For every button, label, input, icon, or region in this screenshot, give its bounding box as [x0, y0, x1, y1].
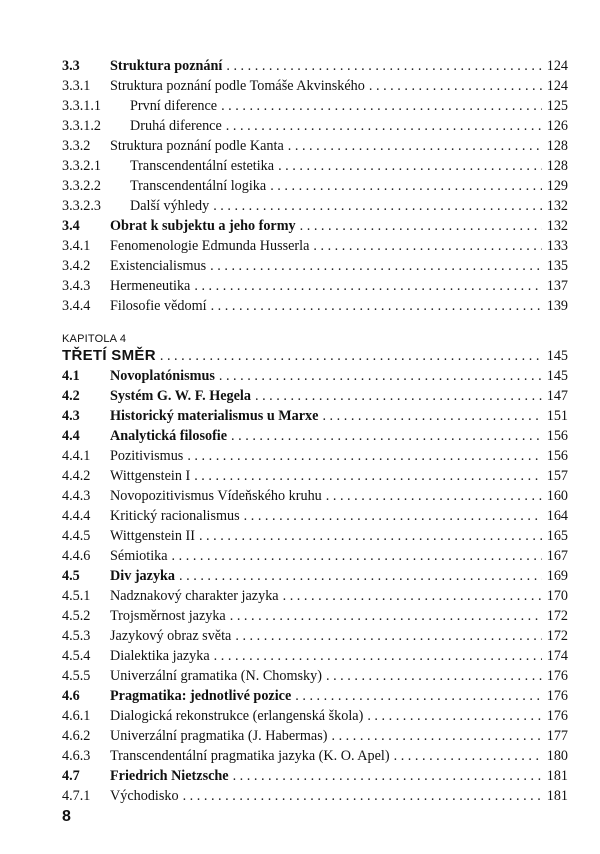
toc-entry-page: 137	[546, 278, 568, 294]
leader-dots	[331, 726, 542, 746]
toc-entry-title: Friedrich Nietzsche	[110, 768, 229, 784]
toc-entry-page: 133	[546, 238, 568, 254]
leader-dots	[214, 646, 542, 666]
leader-dots	[187, 446, 542, 466]
toc-entry[interactable]	[62, 406, 568, 426]
toc-entry[interactable]	[62, 196, 568, 216]
toc-entry-page: 174	[546, 648, 568, 664]
toc-entry-page: 181	[546, 788, 568, 804]
toc-entry-title: Východisko	[110, 788, 179, 804]
toc-entry-number: 4.4	[62, 428, 80, 444]
toc-entry-number: 4.5.2	[62, 608, 91, 624]
toc-entry-number: 4.7.1	[62, 788, 91, 804]
toc-entry[interactable]	[62, 176, 568, 196]
toc-entry[interactable]	[62, 546, 568, 566]
toc-entry-title: Struktura poznání podle Kanta	[110, 138, 284, 154]
toc-entry-page: 177	[546, 728, 568, 744]
toc-entry-page: 128	[546, 158, 568, 174]
toc-entry-page: 128	[546, 138, 568, 154]
leader-dots	[199, 526, 542, 546]
toc-entry[interactable]	[62, 566, 568, 586]
leader-dots	[194, 276, 542, 296]
toc-entry-title: Systém G. W. F. Hegela	[110, 388, 251, 404]
toc-entry-page: 176	[546, 688, 568, 704]
toc-entry-title: Dialektika jazyka	[110, 648, 210, 664]
toc-entry-title: Transcendentální estetika	[130, 158, 275, 174]
toc-entry-page: 124	[546, 58, 568, 74]
toc-entry-title: Wittgenstein II	[110, 528, 195, 544]
chapter-page: 145	[546, 348, 568, 364]
toc-entry-number: 4.2	[62, 388, 80, 404]
toc-entry[interactable]	[62, 386, 568, 406]
toc-entry-page: 165	[546, 528, 568, 544]
toc-entry[interactable]	[62, 446, 568, 466]
toc-entry-title: Univerzální gramatika (N. Chomsky)	[110, 668, 322, 684]
toc-entry[interactable]	[62, 236, 568, 256]
toc-entry-number: 3.3.2.1	[62, 158, 102, 174]
toc-entry-page: 125	[546, 98, 568, 114]
toc-entry-title: Nadznakový charakter jazyka	[110, 588, 279, 604]
toc-entry-page: 176	[546, 708, 568, 724]
toc-entry-page: 151	[546, 408, 568, 424]
page-number: 8	[62, 808, 71, 825]
toc-entry-page: 129	[546, 178, 568, 194]
toc-entry-number: 4.6	[62, 688, 80, 704]
table-of-contents	[62, 56, 568, 806]
toc-entry-page: 180	[546, 748, 568, 764]
toc-entry-title: Trojsměrnost jazyka	[110, 608, 226, 624]
toc-entry-number: 3.4	[62, 218, 80, 234]
leader-dots	[230, 606, 542, 626]
toc-entry-title: Transcendentální logika	[130, 178, 267, 194]
toc-entry-number: 4.6.3	[62, 748, 91, 764]
toc-entry-page: 160	[546, 488, 568, 504]
toc-entry[interactable]	[62, 686, 568, 706]
leader-dots	[367, 706, 542, 726]
toc-entry-number: 4.4.5	[62, 528, 91, 544]
toc-entry-title: Filosofie vědomí	[110, 298, 207, 314]
toc-entry-page: 170	[546, 588, 568, 604]
toc-entry-page: 135	[546, 258, 568, 274]
chapter-title: TŘETÍ SMĚR	[62, 347, 156, 364]
leader-dots	[213, 196, 542, 216]
toc-entry-title: Obrat k subjektu a jeho formy	[110, 218, 296, 234]
toc-entry[interactable]	[62, 606, 568, 626]
toc-entry-page: 169	[546, 568, 568, 584]
toc-entry-number: 4.7	[62, 768, 80, 784]
toc-entry-number: 3.3.2.3	[62, 198, 102, 214]
toc-entry-number: 3.4.4	[62, 298, 91, 314]
toc-entry-title: Struktura poznání	[110, 58, 223, 74]
toc-entry-number: 4.6.2	[62, 728, 91, 744]
toc-entry[interactable]	[62, 626, 568, 646]
toc-entry-page: 172	[546, 608, 568, 624]
toc-entry-number: 4.5.4	[62, 648, 91, 664]
leader-dots	[326, 486, 542, 506]
leader-dots	[172, 546, 542, 566]
toc-entry[interactable]	[62, 366, 568, 386]
toc-entry-title: Druhá diference	[130, 118, 222, 134]
toc-entry-title: Wittgenstein I	[110, 468, 191, 484]
toc-entry-number: 3.4.1	[62, 238, 91, 254]
leader-dots	[322, 406, 542, 426]
toc-entry-number: 3.3.2.2	[62, 178, 102, 194]
leader-dots	[369, 76, 542, 96]
leader-dots	[326, 666, 542, 686]
leader-dots	[221, 96, 542, 116]
toc-entry-title: Transcendentální pragmatika jazyka (K. O. Apel)	[110, 748, 390, 764]
toc-entry-number: 3.4.3	[62, 278, 91, 294]
leader-dots	[179, 566, 542, 586]
toc-entry-title: Existencialismus	[110, 258, 207, 274]
toc-entry-number: 4.1	[62, 368, 80, 384]
leader-dots	[295, 686, 542, 706]
leader-dots	[244, 506, 542, 526]
toc-entry[interactable]	[62, 466, 568, 486]
toc-entry-title: Jazykový obraz světa	[110, 628, 232, 644]
toc-entry[interactable]	[62, 216, 568, 236]
toc-entry-page: 132	[546, 218, 568, 234]
toc-entry-number: 4.4.1	[62, 448, 91, 464]
toc-entry-number: 4.4.3	[62, 488, 91, 504]
toc-entry-page: 156	[546, 448, 568, 464]
leader-dots	[288, 136, 542, 156]
toc-entry-number: 3.3.1	[62, 78, 91, 94]
toc-entry-page: 164	[546, 508, 568, 524]
toc-entry-page: 156	[546, 428, 568, 444]
toc-entry-number: 4.3	[62, 408, 80, 424]
toc-entry[interactable]	[62, 526, 568, 546]
toc-entry-number: 4.6.1	[62, 708, 91, 724]
toc-entry-number: 4.4.4	[62, 508, 91, 524]
toc-entry-title: Pozitivismus	[110, 448, 184, 464]
toc-entry-page: 157	[546, 468, 568, 484]
toc-entry-number: 3.3	[62, 58, 80, 74]
toc-entry-title: Struktura poznání podle Tomáše Akvinského	[110, 78, 365, 94]
leader-dots	[313, 236, 542, 256]
toc-entry[interactable]	[62, 96, 568, 116]
leader-dots	[226, 56, 542, 76]
toc-entry-number: 4.5.3	[62, 628, 91, 644]
toc-entry-title: Novopozitivismus Vídeňského kruhu	[110, 488, 322, 504]
toc-entry[interactable]	[62, 646, 568, 666]
leader-dots	[278, 156, 542, 176]
toc-entry-title: Novoplatónismus	[110, 368, 215, 384]
leader-dots	[226, 116, 542, 136]
toc-entry-title: Historický materialismus u Marxe	[110, 408, 319, 424]
toc-entry[interactable]	[62, 666, 568, 686]
toc-entry[interactable]	[62, 486, 568, 506]
toc-entry-page: 167	[546, 548, 568, 564]
toc-entry-title: Dialogická rekonstrukce (erlangenská škola)	[110, 708, 364, 724]
toc-entry-number: 3.3.1.1	[62, 98, 102, 114]
toc-entry-page: 124	[546, 78, 568, 94]
toc-entry-title: Analytická filosofie	[110, 428, 228, 444]
toc-entry-number: 3.4.2	[62, 258, 91, 274]
toc-entry-title: Univerzální pragmatika (J. Habermas)	[110, 728, 328, 744]
toc-entry[interactable]	[62, 136, 568, 156]
toc-entry-page: 139	[546, 298, 568, 314]
toc-entry-number: 3.3.1.2	[62, 118, 102, 134]
toc-entry-page: 147	[546, 388, 568, 404]
toc-entry[interactable]	[62, 766, 568, 786]
leader-dots	[233, 766, 542, 786]
toc-entry[interactable]	[62, 746, 568, 766]
toc-section-chapter-3	[62, 56, 568, 316]
toc-entry[interactable]	[62, 276, 568, 296]
toc-entry-title: Další výhledy	[130, 198, 210, 214]
toc-entry[interactable]	[62, 426, 568, 446]
toc-entry[interactable]	[62, 56, 568, 76]
toc-entry-title: Div jazyka	[110, 568, 176, 584]
leader-dots	[300, 216, 542, 236]
toc-entry-page: 145	[546, 368, 568, 384]
leader-dots	[255, 386, 542, 406]
toc-entry[interactable]	[62, 706, 568, 726]
leader-dots	[160, 346, 542, 366]
toc-entry-number: 4.5.1	[62, 588, 91, 604]
toc-entry-page: 132	[546, 198, 568, 214]
toc-entry[interactable]	[62, 786, 568, 806]
chapter-heading[interactable]	[62, 346, 568, 366]
leader-dots	[283, 586, 542, 606]
toc-entry-page: 176	[546, 668, 568, 684]
toc-entry-title: Hermeneutika	[110, 278, 191, 294]
toc-entry-title: Kritický racionalismus	[110, 508, 240, 524]
toc-entry[interactable]	[62, 116, 568, 136]
toc-entry-page: 172	[546, 628, 568, 644]
toc-entry-title: Fenomenologie Edmunda Husserla	[110, 238, 310, 254]
toc-entry[interactable]	[62, 506, 568, 526]
toc-entry-title: První diference	[130, 98, 218, 114]
leader-dots	[235, 626, 542, 646]
leader-dots	[210, 256, 542, 276]
toc-entry-number: 4.5	[62, 568, 80, 584]
toc-entry-page: 181	[546, 768, 568, 784]
toc-entry-number: 4.5.5	[62, 668, 91, 684]
toc-entry[interactable]	[62, 726, 568, 746]
toc-entry-title: Pragmatika: jednotlivé pozice	[110, 688, 292, 704]
leader-dots	[219, 366, 542, 386]
leader-dots	[183, 786, 542, 806]
toc-entry-title: Sémiotika	[110, 548, 168, 564]
toc-entry-page: 126	[546, 118, 568, 134]
toc-entry[interactable]	[62, 156, 568, 176]
chapter-label: KAPITOLA 4	[62, 333, 127, 345]
leader-dots	[231, 426, 542, 446]
leader-dots	[211, 296, 542, 316]
toc-entry-number: 3.3.2	[62, 138, 91, 154]
leader-dots	[270, 176, 542, 196]
toc-entry[interactable]	[62, 296, 568, 316]
toc-entry[interactable]	[62, 76, 568, 96]
leader-dots	[194, 466, 542, 486]
leader-dots	[394, 746, 542, 766]
toc-entry[interactable]	[62, 586, 568, 606]
toc-entry[interactable]	[62, 256, 568, 276]
toc-section-chapter-4	[62, 366, 568, 806]
toc-entry-number: 4.4.6	[62, 548, 91, 564]
toc-entry-number: 4.4.2	[62, 468, 91, 484]
